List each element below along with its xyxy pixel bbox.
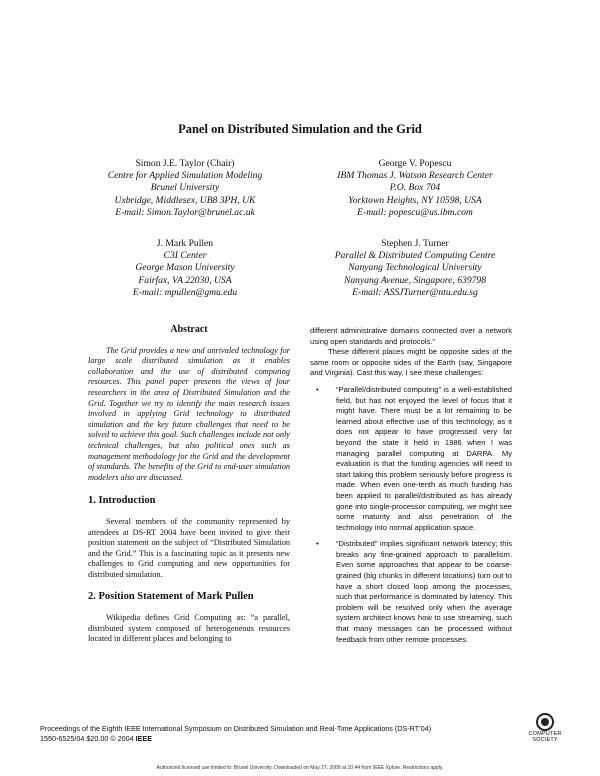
author-address: Uxbridge, Middlesex, UB8 3PH, UK: [114, 194, 256, 206]
author-block: [295, 158, 535, 219]
challenge-list: [310, 385, 512, 645]
author-affiliation: Brunel University: [150, 182, 220, 194]
body-paragraph: different administrative domains connected over a network using open standards and protocols.”: [310, 326, 512, 346]
body-paragraph: These different places might be opposite sides of the same room or opposite sides of the Earth (say, Singapore and Virginia). Cast this way, I see these challenges:: [310, 347, 512, 378]
abstract-text: The Grid provides a new and unrivaled technology for large scale distributed simulation as it enables collaboration and the use of distributed computing resources. This panel paper presents the views of four researchers in the area of Distributed Simulation and the Grid. Together we try to identify the main research issues involved in applying Grid technology to distributed simulation and the key future challenges that need to be solved to achieve this goal. Such challenges include not only technical challenges, but also political ones such as management methodology for the Grid and the development of standards. The benefits of the Grid to end-user simulation modelers also are discussed.: [88, 345, 290, 482]
left-column: [88, 325, 290, 645]
author-name: Stephen J. Turner: [381, 238, 449, 249]
ieee-label: IEEE: [135, 734, 153, 743]
bullet-icon: •: [316, 384, 319, 394]
bullet-icon: •: [316, 539, 319, 549]
author-email: E-mail: mpullen@gmu.edu: [132, 286, 238, 298]
author-affiliation: P.O. Box 704: [389, 182, 441, 194]
authorized-use-note: Authorized licensed use limited to: Brunel University. Downloaded on May 27, 2009 at 10:44 from IEEE Xplore. Restrictions apply.: [156, 765, 444, 771]
author-affiliation: Parallel & Distributed Computing Centre: [334, 250, 496, 262]
author-email: E-mail: ASSJTurner@ntu.edu.sg: [352, 286, 478, 298]
author-name: George V. Popescu: [378, 158, 452, 169]
author-email: E-mail: Simon.Taylor@brunel.ac.uk: [115, 206, 255, 218]
abstract-heading: Abstract: [170, 324, 208, 335]
author-address: Nanyang Avenue, Singapore, 639798: [343, 274, 487, 286]
list-item-text: “Parallel/distributed computing” is a well-established field, but has not enjoyed the level of focus that it might have. There must be a lot remaining to be learned about effective use of this technology, as it does not appear to have progressed very far beyond the state it held in 1986 when I was managing parallel computing at DARPA. My evaluation is that the funding agencies will need to start taking this problem seriously before progress is made. When even one-tenth as much funding has been applied to parallel/distributed as has already gone into single-processor computing, we might see some maturity and also penetration of the technology into normal application space.: [336, 384, 512, 532]
author-affiliation: Nanyang Technological University: [348, 262, 482, 274]
paper-title: Panel on Distributed Simulation and the Grid: [178, 122, 422, 136]
author-affiliation: IBM Thomas J. Watson Research Center: [337, 170, 493, 182]
right-column: [310, 326, 512, 651]
author-block: [65, 238, 305, 299]
list-item-text: “Distributed” implies significant network latency; this breaks any fine-grained approach to parallelism. Even some approaches that appear to be coarse-grained (big chunks in different locations) turn out to have a short closed loop among the processes, such that performance is dominated by latency. This problem will be resolved only when the average system architect knows how to use streaming, such that many messages can be processed without feedback from other remote processes.: [336, 539, 512, 644]
author-address: Fairfax, VA 22030, USA: [138, 274, 232, 286]
section-heading: 2. Position Statement of Mark Pullen: [88, 591, 254, 603]
body-paragraph: Several members of the community represented by attendees at DS-RT 2004 have been invited to give their position statement on the subject of “Distributed Simulation and the Grid.” This is a fascinating topic as it presents new challenges to Grid computing and new opportunities for distributed simulation.: [88, 516, 290, 579]
author-block: [295, 238, 535, 299]
author-name: Simon J.E. Taylor (Chair): [135, 158, 235, 169]
logo-text: COMPUTER: [528, 731, 562, 737]
author-affiliation: C3I Center: [163, 250, 207, 262]
list-item: [310, 539, 512, 645]
computer-society-logo: [525, 713, 565, 743]
computer-society-icon: [536, 713, 554, 731]
author-address: Yorktown Heights, NY 10598, USA: [348, 194, 482, 206]
list-item: [310, 385, 512, 533]
logo-text: SOCIETY: [532, 737, 558, 743]
copyright-line: [40, 734, 530, 744]
author-name: J. Mark Pullen: [156, 238, 214, 249]
author-email: E-mail: popescu@us.ibm.com: [357, 206, 473, 218]
proceedings-line: Proceedings of the Eighth IEEE International Symposium on Distributed Simulation and Real-Time Applications (DS-RT’04): [40, 724, 432, 733]
copyright-text: 1550-6525/04 $20.00 © 2004: [40, 734, 134, 743]
author-affiliation: George Mason University: [135, 262, 235, 274]
proceedings-footer: [40, 724, 530, 744]
section-heading: 1. Introduction: [88, 495, 156, 507]
author-block: [65, 158, 305, 219]
body-paragraph: Wikipedia defines Grid Computing as: “a parallel, distributed system composed of heterogeneous resources located in different places and belonging to: [88, 613, 290, 644]
author-affiliation: Centre for Applied Simulation Modeling: [107, 170, 263, 182]
